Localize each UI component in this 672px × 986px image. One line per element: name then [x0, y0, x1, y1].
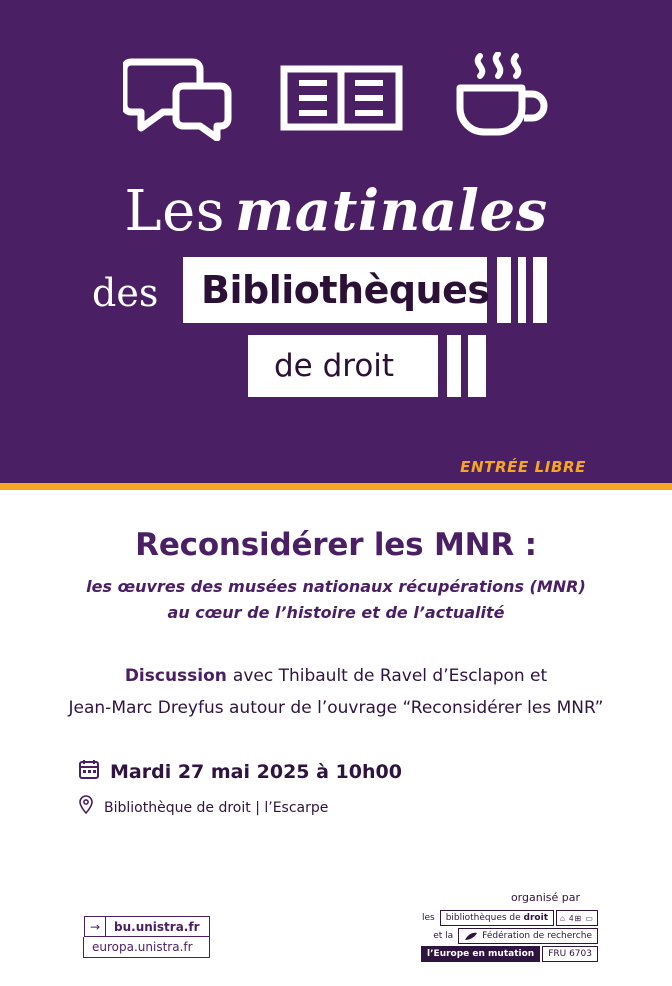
title-line-2 — [0, 257, 672, 325]
calendar-icon — [78, 758, 100, 785]
logo-row-1 — [419, 910, 598, 926]
event-date: Mardi 27 mai 2025 à 10h00 — [110, 760, 402, 783]
title-highlight-de-droit — [248, 335, 438, 397]
decor-bar-d — [447, 335, 461, 397]
icon-row — [0, 52, 672, 144]
discussion-label: Discussion — [124, 666, 227, 686]
discussion-text-1: avec Thibault de Ravel d’Esclapon et — [232, 666, 548, 686]
url-bu-unistra[interactable]: bu.unistra.fr — [106, 916, 210, 937]
decor-bar-e — [468, 335, 486, 397]
speech-bubbles-icon — [123, 56, 233, 141]
logo-prefix-et-la: et la — [433, 931, 454, 941]
event-details — [78, 758, 672, 820]
title-word-les: Les — [124, 179, 225, 244]
logo-row-3 — [421, 946, 598, 962]
event-subtitle-line-2: au cœur de l’histoire et de l’actualité — [167, 603, 505, 622]
logo-bibliotheques-text: bibliothèques de — [445, 913, 521, 923]
title-highlight-bibliotheques — [183, 257, 490, 323]
logo-fru-code: FRU 6703 — [542, 946, 598, 962]
logo-federation — [458, 928, 598, 944]
title-word-des: des — [92, 271, 159, 315]
organiser-logo — [419, 910, 598, 962]
decor-bar-a — [497, 257, 511, 323]
poster-body — [0, 526, 672, 986]
decor-bar-c — [533, 257, 547, 323]
logo-federation-text: Fédération de recherche — [482, 931, 592, 941]
title-word-bibliotheques: Bibliothèques — [201, 268, 490, 312]
open-book-icon — [279, 57, 404, 139]
event-subtitle-line-1: les œuvres des musées nationaux récupérations (MNR) — [86, 577, 586, 596]
poster-footer — [0, 880, 672, 970]
coffee-cup-icon — [450, 52, 550, 144]
event-date-row — [78, 758, 672, 785]
location-pin-icon — [78, 795, 94, 820]
logo-europe-en-mutation: l’Europe en mutation — [421, 946, 540, 962]
poster-title-lockup — [0, 180, 672, 397]
logo-row-2 — [430, 928, 598, 944]
event-discussion — [36, 660, 636, 724]
logo-prefix-les: les — [421, 913, 435, 923]
title-word-matinales: matinales — [234, 178, 548, 244]
feather-icon — [464, 932, 478, 941]
event-title: Reconsidérer les MNR : — [135, 527, 537, 563]
decor-bar-b — [518, 257, 526, 323]
logo-bibliotheques — [440, 910, 554, 926]
gold-divider — [0, 483, 672, 490]
arrow-icon: → — [84, 916, 106, 937]
free-entry-label: ENTRÉE LIBRE — [460, 458, 586, 476]
title-word-de-droit: de droit — [274, 348, 395, 384]
event-subtitle — [66, 574, 606, 626]
title-line-3 — [0, 335, 672, 397]
discussion-line-2: Jean-Marc Dreyfus autour de l’ouvrage “Reconsidérer les MNR” — [68, 698, 604, 718]
logo-droit-text: droit — [523, 913, 548, 923]
organiser-block — [419, 891, 598, 962]
url-block — [84, 916, 210, 958]
title-line-1 — [0, 180, 672, 243]
event-location-row — [78, 795, 672, 820]
organised-by-label: organisé par — [510, 891, 580, 904]
url-europa-unistra[interactable]: europa.unistra.fr — [83, 937, 210, 958]
discussion-line-1 — [36, 660, 636, 692]
url-stack — [92, 916, 210, 958]
event-location: Bibliothèque de droit | l’Escarpe — [104, 799, 329, 816]
poster-header — [0, 0, 672, 490]
logo-badge-icons: ⌂ 4⊞ ▭ — [556, 910, 598, 926]
